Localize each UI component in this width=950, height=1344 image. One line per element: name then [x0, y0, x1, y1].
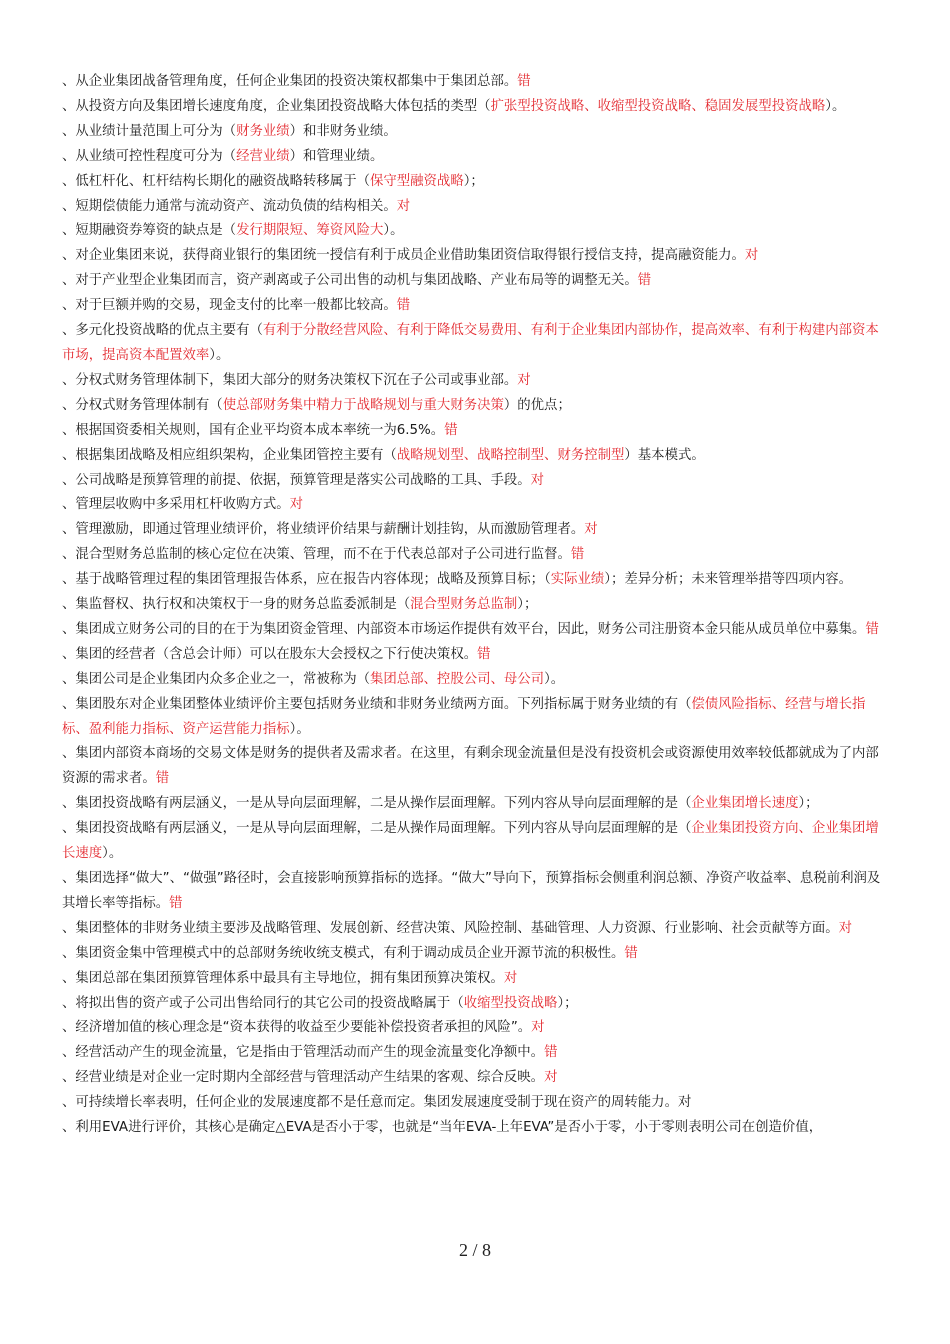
question-text: 、集团总部在集团预算管理体系中最具有主导地位，拥有集团预算决策权。	[62, 970, 504, 986]
question-text: 、集团选择“做大”、“做强”路径时，会直接影响预算指标的选择。“做大”导向下，预算指标会侧重利润总额、净资产收益率、息税前利润及其增长率等指标。	[62, 871, 881, 911]
page-number: 2 / 8	[458, 1240, 491, 1260]
answer-text: 错	[155, 771, 170, 787]
question-text: 、集团投资战略有两层涵义，一是从导向层面理解，二是从操作局面理解。下列内容从导向层面理解的是（	[62, 821, 692, 837]
answer-text: 企业集团投资方向、企业集团增长速度	[62, 821, 879, 862]
question-text: 、根据集团战略及相应组织架构，企业集团管控主要有（	[62, 447, 397, 463]
question-text: 、管理激励，即通过管理业绩评价，将业绩评价结果与薪酬计划挂钩，从而激励管理者。	[62, 522, 585, 538]
question-text: ）和管理业绩。	[289, 148, 384, 164]
question-text: 、对于巨额并购的交易，现金支付的比率一般都比较高。	[62, 298, 397, 314]
question-text: 、根据国资委相关规则，国有企业平均资本成本率统一为6.5%。	[62, 422, 445, 438]
question-text: 、公司战略是预算管理的前提、依据，预算管理是落实公司战略的工具、手段。	[62, 472, 531, 488]
question-item	[62, 593, 890, 618]
question-text: 、多元化投资战略的优点主要有（	[62, 323, 263, 339]
question-item	[62, 120, 890, 145]
question-text: 、集团内部资本商场的交易文体是财务的提供者及需求者。在这里，有剩余现金流量但是没有投资机会或资源使用效率较低都就成为了内部资源的需求者。	[62, 746, 879, 787]
question-item	[62, 369, 890, 394]
question-text: 、低杠杆化、杠杆结构长期化的融资战略转移属于（	[62, 173, 370, 189]
answer-text: 集团总部、控股公司、母公司	[369, 671, 545, 687]
question-item	[62, 543, 890, 568]
answer-text: 对	[503, 970, 518, 986]
question-text: ）；	[557, 995, 578, 1011]
question-text: ）。	[209, 347, 230, 363]
answer-text: 对	[744, 248, 759, 264]
answer-text: 对	[531, 1020, 545, 1036]
question-text: 、对企业集团来说，获得商业银行的集团统一授信有利于成员企业借助集团资信取得银行授信支持，提高融资能力。	[62, 248, 745, 264]
question-text: ）和非财务业绩。	[289, 123, 397, 139]
question-text: 、利用EVA进行评价，其核心是确定△EVA是否小于零，也就是“当年EVA-上年EVA”是否小于零，小于零则表明公司在创造价值，	[62, 1120, 823, 1136]
question-text: ）；差异分析；未来管理举措等四项内容。	[604, 572, 853, 588]
question-text: ）。	[383, 223, 404, 239]
question-item	[62, 817, 890, 867]
question-item	[62, 1016, 890, 1041]
answer-text: 对	[838, 920, 853, 936]
question-text: 、集团成立财务公司的目的在于为集团资金管理、内部资本市场运作提供有效平台，因此，财务公司注册资本金只能从成员单位中募集。	[62, 621, 866, 637]
question-item	[62, 244, 890, 269]
answer-text: 对	[289, 497, 304, 513]
answer-text: 混合型财务总监制	[410, 597, 518, 613]
question-item	[62, 792, 890, 817]
question-text: 、从投资方向及集团增长速度角度，企业集团投资战略大体包括的类型（	[62, 98, 491, 114]
question-text: 、经营业绩是对企业一定时期内全部经营与管理活动产生结果的客观、综合反映。	[62, 1070, 545, 1086]
question-text: 、经济增加值的核心理念是“资本获得的收益至少要能补偿投资者承担的风险”。	[62, 1020, 532, 1036]
question-text: 、集团整体的非财务业绩主要涉及战略管理、发展创新、经营决策、风险控制、基础管理、人力资源、行业影响、社会贡献等方面。	[62, 920, 839, 936]
question-item	[62, 668, 890, 693]
question-text: ）。	[102, 846, 123, 862]
question-text: 、短期偿债能力通常与流动资产、流动负债的结构相关。	[62, 198, 397, 214]
answer-text: 偿债风险指标、经营与增长指标、盈利能力指标、资产运营能力指标	[62, 696, 866, 737]
question-item	[62, 145, 890, 170]
question-item	[62, 95, 890, 120]
question-text: 、短期融资券筹资的缺点是（	[62, 223, 237, 239]
answer-text: 对	[544, 1070, 558, 1086]
question-item	[62, 419, 890, 444]
question-text: 、分权式财务管理体制下，集团大部分的财务决策权下沉在子公司或事业部。	[62, 372, 518, 388]
question-text: 、集团资金集中管理模式中的总部财务统收统支模式，有利于调动成员企业开源节流的积极性。	[62, 945, 625, 961]
question-item	[62, 1066, 890, 1091]
question-item	[62, 967, 890, 992]
question-item	[62, 294, 890, 319]
question-text: ）。	[825, 98, 846, 114]
question-text: ）。	[544, 671, 565, 687]
question-text: 、分权式财务管理体制有（	[62, 397, 223, 413]
answer-text: 对	[530, 472, 545, 488]
question-item	[62, 70, 890, 95]
answer-text: 错	[477, 646, 491, 662]
answer-text: 扩张型投资战略、收缩型投资战略、稳固发展型投资战略	[490, 98, 826, 114]
question-item	[62, 469, 890, 494]
answer-text: 战略规划型、战略控制型、财务控制型	[396, 447, 625, 463]
question-text: 、管理层收购中多采用杠杆收购方式。	[62, 497, 290, 513]
question-item	[62, 992, 890, 1017]
answer-text: 对	[584, 522, 598, 538]
question-text: 、混合型财务总监制的核心定位在决策、管理，而不在于代表总部对子公司进行监督。	[62, 547, 571, 563]
question-item	[62, 493, 890, 518]
answer-text: 错	[570, 547, 585, 563]
question-text: 、从业绩计量范围上可分为（	[62, 123, 237, 139]
question-text: ）基本模式。	[624, 447, 705, 463]
question-item	[62, 693, 890, 743]
question-text: 、对于产业型企业集团而言，资产剥离或子公司出售的动机与集团战略、产业布局等的调整无关。	[62, 273, 638, 289]
question-item	[62, 917, 890, 942]
question-item	[62, 518, 890, 543]
answer-text: 错	[396, 298, 411, 314]
question-text: ）。	[289, 721, 310, 737]
question-item	[62, 742, 890, 792]
answer-text: 对	[396, 198, 411, 214]
answer-text: 实际业绩	[550, 572, 605, 588]
document-body	[62, 70, 890, 1141]
question-text: 、经营活动产生的现金流量，它是指由于管理活动而产生的现金流量变化净额中。	[62, 1045, 545, 1061]
question-item	[62, 1116, 890, 1141]
question-item	[62, 269, 890, 294]
question-item	[62, 170, 890, 195]
question-item	[62, 618, 890, 643]
question-text: 、集团股东对企业集团整体业绩评价主要包括财务业绩和非财务业绩两方面。下列指标属于财务业绩的有（	[62, 696, 692, 712]
answer-text: 错	[169, 895, 183, 911]
question-item	[62, 195, 890, 220]
question-text: 、集团的经营者（含总会计师）可以在股东大会授权之下行使决策权。	[62, 646, 478, 662]
answer-text: 错	[517, 74, 531, 89]
question-item	[62, 444, 890, 469]
answer-text: 企业集团增长速度	[691, 796, 799, 812]
question-text: 、集监督权、执行权和决策权于一身的财务总监委派制是（	[62, 597, 411, 613]
answer-text: 错	[544, 1045, 558, 1061]
question-item	[62, 568, 890, 593]
question-text: 、集团投资战略有两层涵义，一是从导向层面理解，二是从操作层面理解。下列内容从导向层面理解的是（	[62, 796, 692, 812]
answer-text: 有利于分散经营风险、有利于降低交易费用、有利于企业集团内部协作，提高效率、有利于构建内部资本市场，提高资本配置效率	[62, 323, 879, 363]
question-text: 、集团公司是企业集团内众多企业之一，常被称为（	[62, 671, 370, 687]
answer-text: 保守型融资战略	[369, 173, 464, 189]
question-text: 、可持续增长率表明，任何企业的发展速度都不是任意而定。集团发展速度受制于现在资产的周转能力。对	[62, 1095, 692, 1111]
question-text: ）的优点；	[503, 397, 571, 413]
question-item	[62, 219, 890, 244]
answer-text: 错	[865, 621, 879, 637]
question-text: 、从业绩可控性程度可分为（	[62, 148, 237, 164]
answer-text: 收缩型投资战略	[463, 995, 558, 1011]
answer-text: 经营业绩	[236, 148, 290, 164]
question-item	[62, 643, 890, 668]
question-item	[62, 942, 890, 967]
answer-text: 使总部财务集中精力于战略规划与重大财务决策	[222, 397, 504, 413]
question-item	[62, 319, 890, 369]
question-item	[62, 867, 890, 917]
answer-text: 对	[517, 372, 531, 388]
question-text: ）；	[463, 173, 484, 189]
question-text: ）；	[798, 796, 819, 812]
answer-text: 错	[624, 945, 638, 961]
answer-text: 财务业绩	[236, 123, 290, 139]
question-item	[62, 394, 890, 419]
answer-text: 错	[444, 422, 458, 438]
question-text: ）；	[517, 597, 538, 613]
question-text: 、将拟出售的资产或子公司出售给同行的其它公司的投资战略属于（	[62, 995, 464, 1011]
question-text: 、从企业集团战备管理角度，任何企业集团的投资决策权都集中于集团总部。	[62, 74, 518, 89]
answer-text: 发行期限短、筹资风险大	[236, 223, 384, 239]
question-item	[62, 1041, 890, 1066]
question-text: 、基于战略管理过程的集团管理报告体系，应在报告内容体现；战略及预算目标；（	[62, 572, 551, 588]
answer-text: 错	[637, 273, 652, 289]
question-item	[62, 1091, 890, 1116]
